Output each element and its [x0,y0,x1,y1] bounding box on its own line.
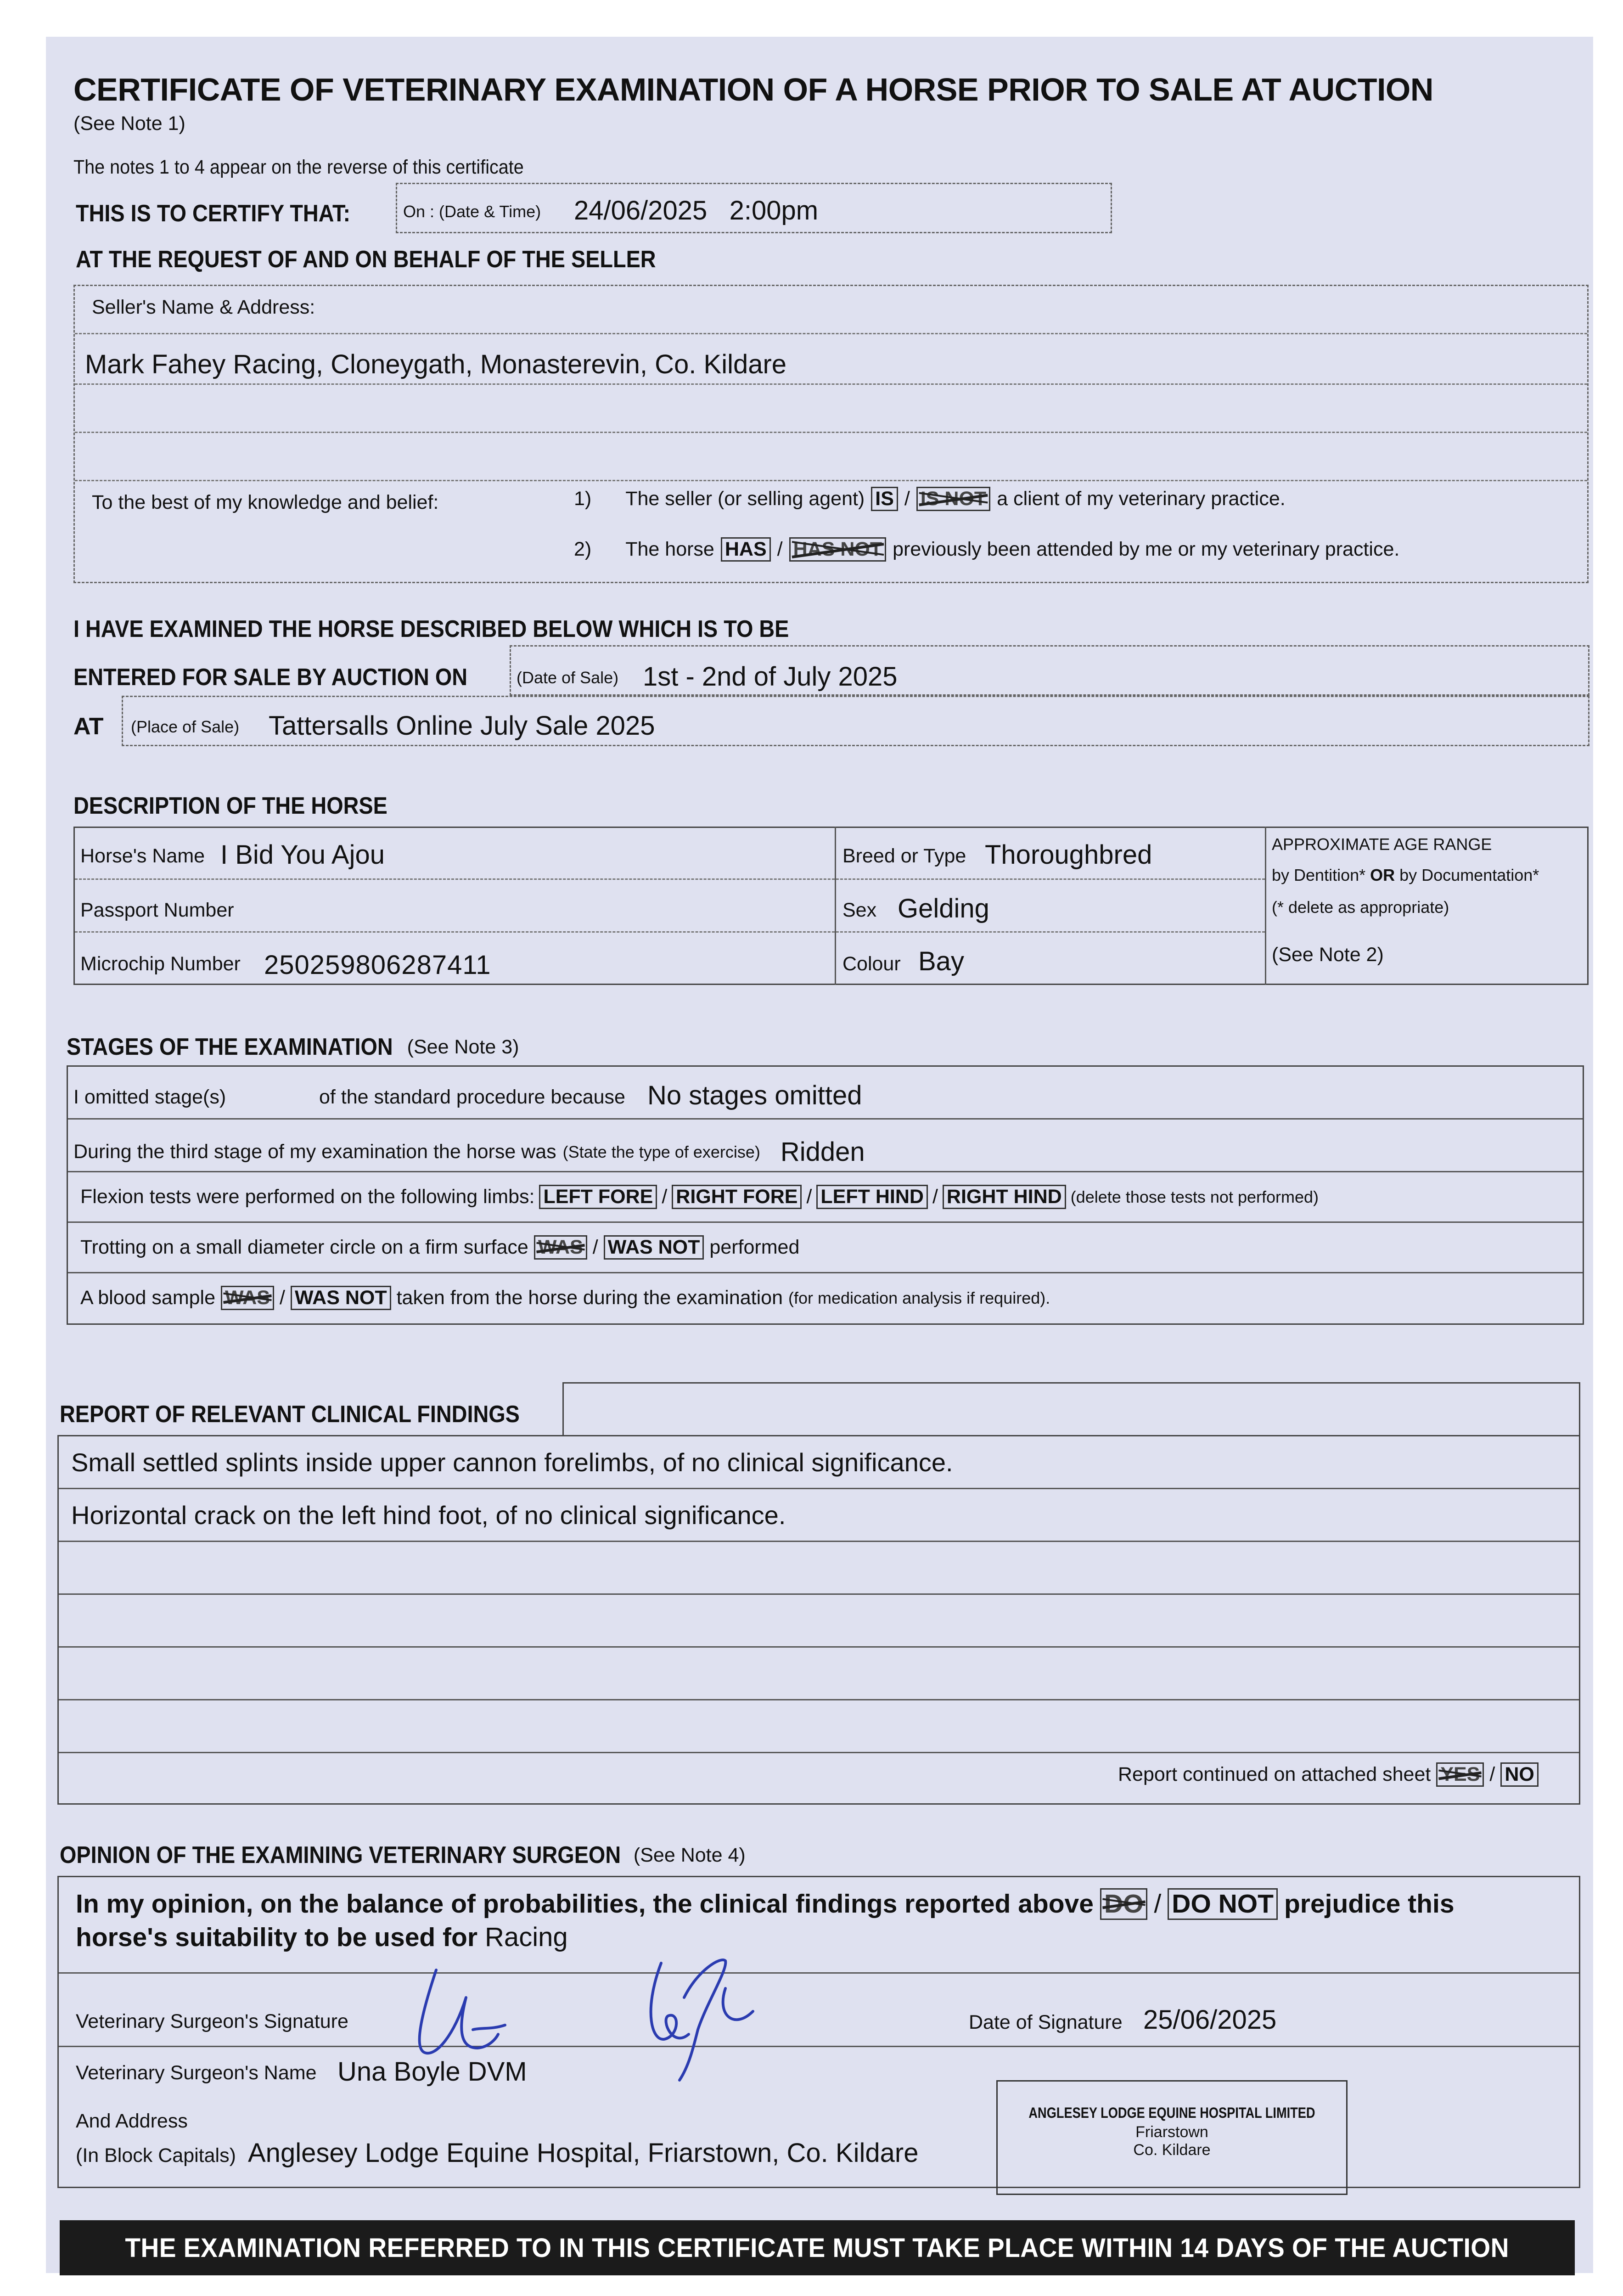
omitted-label-a: I omitted stage(s) [73,1086,226,1108]
blood-note: (for medication analysis if required). [788,1288,1050,1307]
footer-banner [60,2220,1575,2275]
footer-text: THE EXAMINATION REFERRED TO IN THIS CERTIFICATE MUST TAKE PLACE WITHIN 14 DAYS OF THE AUCTION [125,2233,1510,2263]
omitted-label-b: of the standard procedure because [319,1086,625,1108]
item1-number: 1) [574,488,592,510]
omitted-value[interactable]: No stages omitted [647,1080,862,1110]
continued-no[interactable]: NO [1500,1762,1539,1787]
at-label: AT [73,713,104,740]
request-label: AT THE REQUEST OF AND ON BEHALF OF THE SELLER [76,246,656,273]
opinion-heading-note: (See Note 4) [633,1844,746,1866]
third-stage-label: During the third stage of my examination the horse was [73,1141,556,1163]
third-stage-row [73,1137,865,1167]
notes-line: The notes 1 to 4 appear on the reverse of this certificate [73,156,524,178]
vet-name-value[interactable]: Una Boyle DVM [337,2057,527,2087]
flexion-note: (delete those tests not performed) [1070,1187,1319,1206]
age-range-options [1272,866,1539,885]
has-option[interactable]: HAS [721,537,771,562]
stamp-line-1: ANGLESEY LODGE EQUINE HOSPITAL LIMITED [1028,2105,1315,2121]
place-of-sale-label: (Place of Sale) [131,717,240,736]
flexion-row [80,1185,1319,1209]
report-continued-label: Report continued on attached sheet [1118,1763,1431,1786]
flexion-left-hind[interactable]: LEFT HIND [816,1185,928,1209]
item2-tail: previously been attended by me or my veterinary practice. [893,538,1400,561]
sex-value[interactable]: Gelding [898,894,989,923]
address-label-caps: (In Block Capitals) [76,2144,236,2167]
opinion-statement-line1 [76,1888,1455,1920]
opinion-use-value[interactable]: Racing [485,1922,568,1952]
attended-statement [574,537,1399,562]
stamp-line-2: Friarstown [1135,2123,1208,2141]
place-of-sale-value: Tattersalls Online July Sale 2025 [269,711,655,741]
third-stage-note: (State the type of exercise) [562,1142,760,1161]
passport-label: Passport Number [80,899,234,921]
flexion-right-fore[interactable]: RIGHT FORE [672,1185,802,1209]
seller-label: Seller's Name & Address: [92,296,315,318]
age-range-heading: APPROXIMATE AGE RANGE [1272,835,1492,854]
horse-name-value[interactable]: I Bid You Ajou [220,840,385,870]
date-of-sale-label: (Date of Sale) [517,668,619,687]
item1-text: The seller (or selling agent) [625,488,865,510]
datetime-value: 24/06/2025 2:00pm [574,196,819,225]
item2-text: The horse [625,538,714,561]
separator: / [1154,1889,1162,1919]
report-heading-box [562,1382,1580,1436]
trot-label: Trotting on a small diameter circle on a firm surface [80,1236,528,1259]
certify-label: THIS IS TO CERTIFY THAT: [76,200,351,227]
age-or: OR [1370,866,1395,884]
report-continued-row [1118,1762,1539,1787]
blood-was-struck[interactable]: WAS [221,1286,274,1310]
flexion-label: Flexion tests were performed on the following limbs: [80,1186,535,1208]
stages-heading-text: STAGES OF THE EXAMINATION [67,1034,393,1060]
horse-name-label: Horse's Name [80,845,205,867]
practice-stamp [996,2080,1348,2195]
title-note: (See Note 1) [73,113,185,135]
datetime-label: On : (Date & Time) [403,202,541,221]
separator: / [777,538,783,561]
opinion-text-a: In my opinion, on the balance of probabilities, the clinical findings reported above [76,1889,1094,1919]
trot-was-struck[interactable]: WAS [534,1235,587,1260]
stages-heading [67,1033,519,1061]
age-see-note: (See Note 2) [1272,944,1384,966]
vet-name-label: Veterinary Surgeon's Name [76,2062,317,2084]
flexion-right-hind[interactable]: RIGHT HIND [943,1185,1066,1209]
description-heading: DESCRIPTION OF THE HORSE [73,793,387,819]
opinion-heading-text: OPINION OF THE EXAMINING VETERINARY SURGEON [60,1842,621,1868]
client-statement [574,487,1286,511]
breed-value[interactable]: Thoroughbred [985,840,1152,870]
separator: / [592,1236,598,1259]
is-not-option-struck[interactable]: IS NOT [916,487,990,511]
opinion-text-b: prejudice this [1284,1889,1455,1919]
date-of-signature-value[interactable]: 25/06/2025 [1143,2005,1277,2035]
item1-tail: a client of my veterinary practice. [997,488,1286,510]
separator: / [662,1186,668,1208]
third-stage-value[interactable]: Ridden [780,1137,865,1167]
knowledge-label: To the best of my knowledge and belief: [92,491,439,513]
stamp-line-3: Co. Kildare [1133,2141,1211,2159]
trot-was-not[interactable]: WAS NOT [604,1235,704,1260]
examined-heading: I HAVE EXAMINED THE HORSE DESCRIBED BELOW WHICH IS TO BE [73,616,789,642]
vet-address-value[interactable]: Anglesey Lodge Equine Hospital, Friarstown, Co. Kildare [248,2138,919,2168]
age-by-documentation[interactable]: by Documentation* [1399,866,1539,884]
finding-line-2[interactable]: Horizontal crack on the left hind foot, of no clinical significance. [71,1501,786,1530]
report-heading: REPORT OF RELEVANT CLINICAL FINDINGS [60,1401,520,1428]
certificate-title: CERTIFICATE OF VETERINARY EXAMINATION OF A HORSE PRIOR TO SALE AT AUCTION [73,72,1433,107]
blood-was-not[interactable]: WAS NOT [291,1286,391,1310]
finding-line-1[interactable]: Small settled splints inside upper cannon forelimbs, of no clinical significance. [71,1448,953,1477]
age-by-dentition[interactable]: by Dentition* [1272,866,1366,884]
date-of-signature-label: Date of Signature [969,2011,1123,2033]
breed-label: Breed or Type [842,845,966,867]
microchip-label: Microchip Number [80,953,241,975]
separator: / [1489,1763,1495,1786]
date-of-sale-value: 1st - 2nd of July 2025 [643,662,898,692]
colour-label: Colour [842,953,901,975]
separator: / [279,1287,285,1309]
age-delete-note: (* delete as appropriate) [1272,898,1449,917]
separator: / [806,1186,812,1208]
is-option[interactable]: IS [871,487,898,511]
opinion-do-not[interactable]: DO NOT [1168,1888,1278,1920]
flexion-left-fore[interactable]: LEFT FORE [539,1185,657,1209]
sex-label: Sex [842,899,877,921]
report-table [57,1435,1580,1805]
microchip-value[interactable]: 250259806287411 [264,950,491,980]
item2-number: 2) [574,538,592,561]
opinion-heading [60,1841,746,1869]
opinion-text-c: horse's suitability to be used for [76,1922,478,1952]
auction-heading: ENTERED FOR SALE BY AUCTION ON [73,664,468,691]
stages-heading-note: (See Note 3) [407,1035,519,1058]
colour-value[interactable]: Bay [918,946,964,976]
opinion-do-struck[interactable]: DO [1100,1888,1148,1920]
continued-yes-struck[interactable]: YES [1436,1762,1484,1787]
separator: / [904,488,910,510]
address-label: And Address [76,2110,188,2132]
blood-tail: taken from the horse during the examination [396,1287,783,1309]
blood-label: A blood sample [80,1287,216,1309]
seller-address[interactable]: Mark Fahey Racing, Cloneygath, Monasterevin, Co. Kildare [85,349,787,379]
trot-tail: performed [709,1236,800,1259]
signature-label: Veterinary Surgeon's Signature [76,2010,348,2032]
has-not-option-struck[interactable]: HAS NOT [789,537,887,562]
separator: / [932,1186,938,1208]
blood-row [80,1286,1050,1310]
trot-row [80,1235,799,1260]
